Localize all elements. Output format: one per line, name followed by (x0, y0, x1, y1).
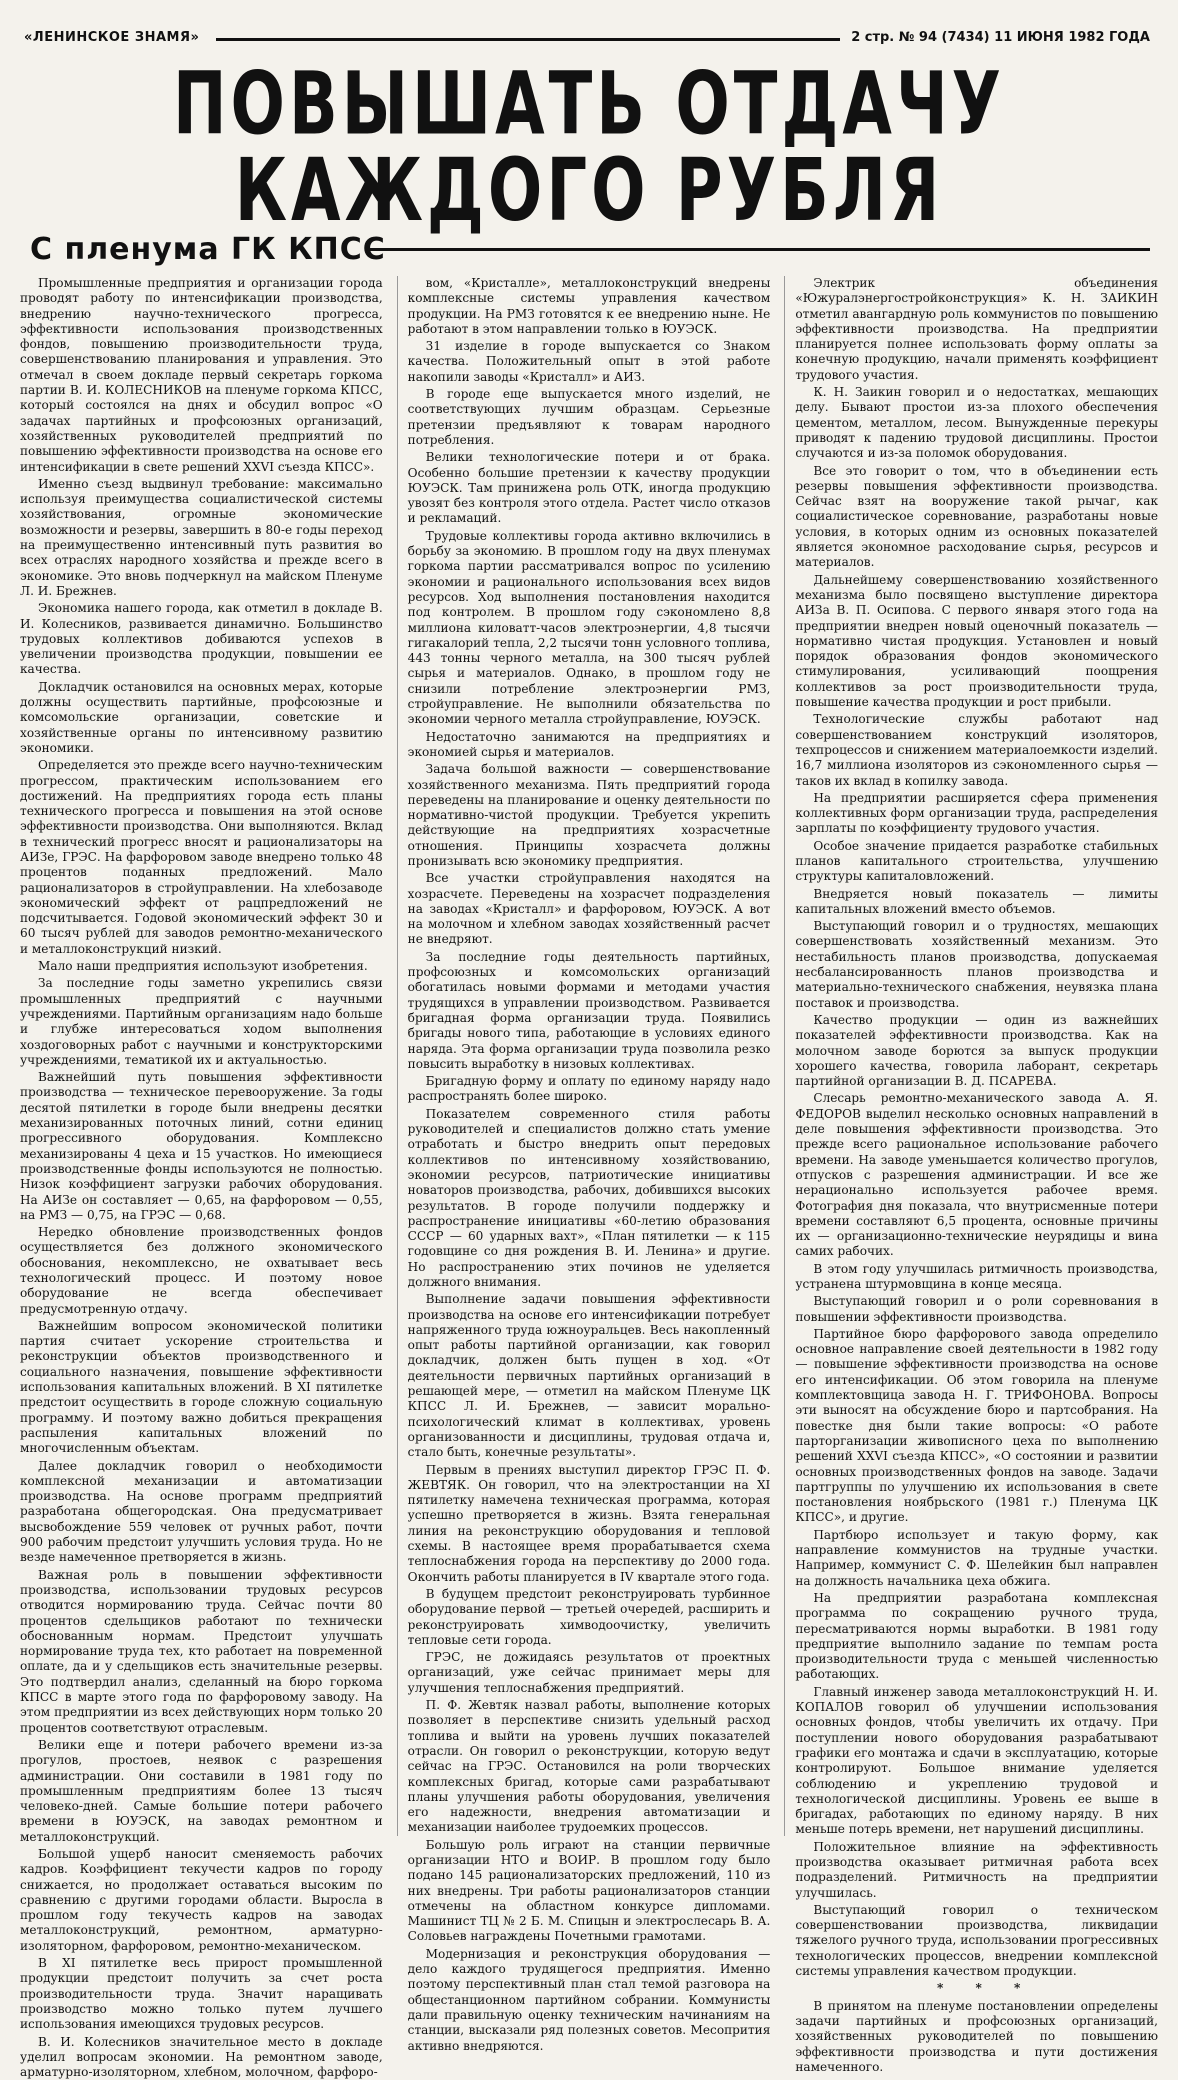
article-paragraph: Большой ущерб наносит сменяемость рабочих кадров. Коэффициент текучести кадров по городу снижается, но продолжает оставаться высоким по сравнению с другими городами области. Выросла в прошлом году текучесть кадров на заводах металлоконструкций, ремонтном, арматурно-изоляторном, фарфоровом, ремонтно-механическом. (20, 1846, 383, 1953)
article-paragraph: Нередко обновление производственных фондов осуществляется без должного экономического обоснования, некомплексно, не охватывает весь технологический процесс. И поэтому новое оборудование не всегда обеспечивает предусмотренную отдачу. (20, 1225, 383, 1316)
article-paragraph: Далее докладчик говорил о необходимости комплексной механизации и автоматизации производства. На основе программ предприятий разработана общегородская. Она предусматривает высвобождение 559 человек от ручных работ, почти 900 рабочим предстоит улучшить условия труда. Но не везде намеченное претворяется в жизнь. (20, 1458, 383, 1565)
article-paragraph: Электрик объединения «Южуралэнергостройконструкция» К. Н. ЗАИКИН отметил авангардную роль коммунистов по повышению эффективности производства. На предприятии планируется полнее использовать форму оплаты за конечную продукцию, начали применять коэффициент трудового участия. (795, 276, 1159, 382)
newspaper-name: «ЛЕНИНСКОЕ ЗНАМЯ» (24, 30, 200, 45)
article-paragraph: Велики технологические потери и от брака. Особенно большие претензии к качеству продукции ЮУЭСК. Там принижена роль ОТК, иногда продукцию увозят без контроля этого отдела. Растет число отказов и рекламаций. (407, 450, 771, 526)
article-paragraph: Выступающий говорил о техническом совершенствовании производства, ликвидации тяжелого ручного труда, использовании прогрессивных технологических процессов, внедрении комплексной системы управления качеством продукции. (795, 1902, 1159, 1979)
article-paragraph: Положительное влияние на эффективность производства оказывает ритмичная работа всех подразделений. Ритмичность на предприятии улучшилась. (795, 1839, 1159, 1900)
article-column (397, 276, 771, 2053)
article-paragraph: Дальнейшему совершенствованию хозяйственного механизма было посвящено выступление директора АИЗа В. П. Осипова. С первого января этого года на предприятии внедрен новый оценочный показатель — нормативно чистая продукция. Установлен и новый порядок образования фондов экономического стимулирования, усиливающий поощрения коллективов за рост производительности труда, повышение качества продукции и рост прибыли. (795, 572, 1159, 710)
article-paragraph: На предприятии разработана комплексная программа по сокращению ручного труда, пересматриваются нормы выработки. В 1981 году предприятие выполнило задание по темпам роста производительности труда с меньшей численностью работающих. (795, 1590, 1159, 1682)
article-paragraph: Слесарь ремонтно-механического завода А. Я. ФЕДОРОВ выделил несколько основных направлений в деле повышения эффективности производства. Это прежде всего рациональное использование рабочего времени. На заводе уменьшается количество прогулов, отпусков с разрешения администрации. И все же нерационально используется рабочее время. Фотография дня показала, что внутрисменные потери времени составляют 6,5 процента, основные причины их — организационно-технические неурядицы и вина самих рабочих. (795, 1091, 1159, 1259)
article-paragraph: Промышленные предприятия и организации города проводят работу по интенсификации производства, внедрению научно-технического прогресса, эффективности использования производственных фондов, повышению производительности труда, совершенствованию планирования и управления. Это отмечал в своем докладе первый секретарь горкома партии В. И. КОЛЕСНИКОВ на пленуме горкома КПСС, который состоялся на днях и обсудил вопрос «О задачах партийных и профсоюзных организаций, хозяйственных руководителей предприятий по повышению эффективности производства на основе его интенсификации в свете решений XXVI съезда КПСС». (20, 276, 383, 474)
article-paragraph: Выступающий говорил и о роли соревнования в повышении эффективности производства. (795, 1294, 1159, 1324)
article-paragraph: Качество продукции — один из важнейших показателей эффективности производства. Как на молочном заводе борются за выпуск продукции хорошего качества, говорила лаборант, секретарь партийной организации В. Д. ПСАРЕВА. (795, 1012, 1159, 1089)
article-paragraph: Важная роль в повышении эффективности производства, использовании трудовых ресурсов отводится нормированию труда. Сейчас почти 80 процентов сдельщиков работают по технически обоснованным нормам. Предстоит улучшать нормирование труда тех, кто работает на повременной оплате, да и у сдельщиков есть значительные резервы. Это подтвердил анализ, сделанный на бюро горкома КПСС в марте этого года по фарфоровому заводу. На этом предприятии из всех действующих норм только 20 процентов соответствуют отраслевым. (20, 1567, 383, 1735)
article-paragraph: Экономика нашего города, как отметил в докладе В. И. Колесников, развивается динамично. Большинство трудовых коллективов добиваются успехов в увеличении производства продукции, повышении ее качества. (20, 601, 383, 677)
article-paragraph: Докладчик остановился на основных мерах, которые должны осуществить партийные, профсоюзные и комсомольские организации, советские и хозяйственные органы по интенсивному развитию экономики. (20, 679, 383, 755)
masthead (20, 22, 1158, 48)
issue-info: 2 стр. № 94 (7434) 11 ИЮНЯ 1982 ГОДА (851, 30, 1150, 45)
headline: ПОВЫШАТЬ ОТДАЧУ КАЖДОГО РУБЛЯ (172, 55, 1006, 242)
article-paragraph: За последние годы деятельность партийных, профсоюзных и комсомольских организаций обогатилась новыми формами и методами участия трудящихся в управлении производством. Развивается бригадная форма организации труда. Появились бригады нового типа, работающие в условиях единого наряда. Эта форма организации труда позволила резко повысить выработку в низовых коллективах. (407, 949, 771, 1071)
article-paragraph: 31 изделие в городе выпускается со Знаком качества. Положительный опыт в этой работе накопили заводы «Кристалл» и АИЗ. (407, 339, 771, 384)
article-column (20, 276, 383, 2080)
article-paragraph: Партийное бюро фарфорового завода определило основное направление своей деятельности в 1982 году — повышение эффективности производства на основе его интенсификации. Об этом говорила на пленуме комплектовщица завода Н. Г. ТРИФОНОВА. Вопросы эти выносят на обсуждение бюро и партсобрания. На повестке дня были такие вопросы: «О работе парторганизации живописного цеха по выполнению решений XXVI съезда КПСС», «О состоянии и развитии основных производственных фондов на заводе. Задачи партгруппы по улучшению их использования в свете постановления ноябрьского (1981 г.) Пленума ЦК КПСС», и другие. (795, 1326, 1159, 1525)
article-paragraph: Важнейшим вопросом экономической политики партия считает ускорение строительства и реконструкции объектов производственного и социального назначения, повышение эффективности использования капитальных вложений. В XI пятилетке предстоит осуществить в городе сложную социальную программу. И поэтому важно добиться прекращения распыления капитальных вложений по многочисленным объектам. (20, 1318, 383, 1456)
article-paragraph: Первым в прениях выступил директор ГРЭС П. Ф. ЖЕВТЯК. Он говорил, что на электростанции на XI пятилетку намечена техническая программа, которая успешно претворяется в жизнь. Взята генеральная линия на реконструкцию оборудования и тепловой схемы. В настоящее время прорабатывается схема теплоснабжения города на перспективу до 2000 года. Окончить работы планируется в IV квартале этого года. (407, 1462, 771, 1584)
article-paragraph: Велики еще и потери рабочего времени из-за прогулов, простоев, неявок с разрешения администрации. Они составили в 1981 году по промышленным предприятиям более 13 тысяч человеко-дней. Самые большие потери рабочего времени в ЮУЭСК, на заводах ремонтном и металлоконструкций. (20, 1737, 383, 1844)
section-separator: * * * (936, 1981, 1035, 1996)
article-paragraph: Определяется это прежде всего научно-техническим прогрессом, практическим использованием его достижений. На предприятиях города есть планы технического прогресса и повышения на этой основе эффективности производства. Они выполняются. Вклад в технический прогресс вносят и рационализаторы на АИЗе, ГРЭС. На фарфоровом заводе внедрено только 48 процентов поданных предложений. Мало рационализаторов в стройуправлении. На хлебозаводе экономический эффект от рацпредложений не подсчитывается. Годовой экономический эффект 30 и 60 тысяч рублей для заводов ремонтно-механического и металлоконструкций низкий. (20, 758, 383, 956)
article-paragraph: Задача большой важности — совершенствование хозяйственного механизма. Пять предприятий города переведены на планирование и оценку деятельности по нормативно-чистой продукции. Требуется укрепить действующие на предприятиях хозрасчетные отношения. Принципы хозрасчета должны пронизывать всю экономику предприятия. (407, 762, 771, 868)
article-paragraph: Важнейший путь повышения эффективности производства — техническое перевооружение. За годы десятой пятилетки в городе были внедрены десятки механизированных поточных линий, сотни единиц прогрессивного оборудования. Комплексно механизированы 4 цеха и 15 участков. Но имеющиеся производственные фонды используются не полностью. Низок коэффициент загрузки рабочих оборудования. На АИЗе он составляет — 0,65, на фарфоровом — 0,55, на РМЗ — 0,75, на ГРЭС — 0,68. (20, 1070, 383, 1222)
article-paragraph: Именно съезд выдвинул требование: максимально используя преимущества социалистической системы хозяйствования, огромные экономические возможности и резервы, завершить в 80-е годы переход на преимущественно интенсивный путь развития во всех отраслях народного хозяйства и прежде всего в экономике. Это вновь подчеркнул на майском Пленуме Л. И. Брежнев. (20, 476, 383, 598)
article-paragraph: Особое значение придается разработке стабильных планов капитального строительства, улучшению структуры капиталовложений. (795, 838, 1159, 884)
article-paragraph: Технологические службы работают над совершенствованием конструкций изоляторов, техпроцессов и снижением материалоемкости изделий. 16,7 миллиона изоляторов из сэкономленного сырья — таков их вклад в копилку завода. (795, 712, 1159, 788)
article-paragraph: Выступающий говорил и о трудностях, мешающих совершенствовать хозяйственный механизм. Это нестабильность планов производства, допускаемая несбалансированность планов производства и материально-технического снабжения, неувязка плана поставок и производства. (795, 919, 1159, 1010)
article-paragraph: Показателем современного стиля работы руководителей и специалистов должно стать умение отработать и быстро внедрить опыт передовых коллективов по интенсивному хозяйствованию, экономии ресурсов, патриотические инициативы новаторов производства, рабочих, добившихся высоких результатов. В городе получили поддержку и распространение инициативы «60-летию образования СССР — 60 ударных вахт», «План пятилетки — к 115 годовщине со дня рождения В. И. Ленина» и другие. Но распространению этих починов не уделяется должного внимания. (407, 1106, 771, 1289)
article-paragraph: На предприятии расширяется сфера применения коллективных форм организации труда, распределения зарплаты по коэффициенту трудового участия. (795, 790, 1159, 836)
article-paragraph: За последние годы заметно укрепились связи промышленных предприятий с научными учреждениями. Партийным организациям надо больше и глубже интересоваться ходом выполнения хоздоговорных работ с научными и конструкторскими учреждениями, тематикой их и актуальностью. (20, 976, 383, 1067)
article-paragraph: В принятом на пленуме постановлении определены задачи партийных и профсоюзных организаций, хозяйственных руководителей по повышению эффективности производства и пути достижения намеченного. (795, 1998, 1159, 2074)
article-paragraph: Все участки стройуправления находятся на хозрасчете. Переведены на хозрасчет подразделения на заводах «Кристалл» и фарфоровом, ЮУЭСК. А вот на молочном и хлебном заводах хозяйственный расчет не внедряют. (407, 871, 771, 947)
article-paragraph: Мало наши предприятия используют изобретения. (38, 959, 368, 974)
article-paragraph: В этом году улучшилась ритмичность производства, устранена штурмовщина в конце месяца. (795, 1261, 1159, 1291)
article-paragraph: К. Н. Заикин говорил и о недостатках, мешающих делу. Бывают простои из-за плохого обеспечения цементом, металлом, лесом. Вынужденные перекуры приводят к падению трудовой дисциплины. Простои случаются и из-за поломок оборудования. (795, 385, 1159, 461)
article-paragraph: П. Ф. Жевтяк назвал работы, выполнение которых позволяет в перспективе снизить удельный расход топлива и выйти на уровень лучших показателей отрасли. Он говорил о реконструкции, которую ведут сейчас на ГРЭС. Остановился на роли творческих комплексных бригад, которые сами разрабатывают планы улучшения работы оборудования, увеличения его надежности, внедрения автоматизации и механизации наиболее трудоемких процессов. (407, 1698, 771, 1835)
masthead-rule (216, 38, 840, 41)
article-paragraph: Внедряется новый показатель — лимиты капитальных вложений вместо объемов. (795, 886, 1159, 916)
article-paragraph: В будущем предстоит реконструировать турбинное оборудование первой — третьей очередей, расширить и реконструировать химводоочистку, увеличить тепловые сети города. (407, 1586, 771, 1647)
article-paragraph: В городе еще выпускается много изделий, не соответствующих лучшим образцам. Серьезные претензии предъявляют к товарам народного потребления. (407, 387, 771, 447)
article-paragraph: Главный инженер завода металлоконструкций Н. И. КОПАЛОВ говорил об улучшении использования основных фондов, чтобы увеличить их отдачу. При поступлении нового оборудования разрабатывают графики его монтажа и сдачи в эксплуатацию, которые контролируют. Большое внимание уделяется соблюдению и укреплению трудовой и технологической дисциплины. Уровень ее выше в бригадах, работающих по единому наряду. В них меньше потерь времени, нет нарушений дисциплины. (795, 1684, 1159, 1837)
article-paragraph: Модернизация и реконструкция оборудования — дело каждого трудящегося предприятия. Именно поэтому перспективный план стал темой разговора на общестанционном партийном собрании. Коммунисты дали правильную оценку техническим начинаниям на станции, высказали ряд полезных советов. Месопрития активно внедряются. (407, 1946, 771, 2053)
article-paragraph: вом, «Кристалле», металлоконструкций внедрены комплексные системы управления качеством продукции. На РМЗ готовятся к ее внедрению ныне. Не работают в этом направлении только в ЮУЭСК. (407, 276, 771, 336)
article-column (784, 276, 1159, 2074)
article-paragraph: Бригадную форму и оплату по единому наряду надо распространять более широко. (407, 1074, 771, 1104)
article-paragraph: Большую роль играют на станции первичные организации НТО и ВОИР. В прошлом году было подано 145 рационализаторских предложений, 110 из них внедрены. Три работы рационализаторов станции отмечены на областном конкурсе дипломами. Машинист ТЦ № 2 Б. М. Спицын и электрослесарь В. А. Соловьев награждены Почетными грамотами. (407, 1837, 771, 1944)
article-paragraph: ГРЭС, не дожидаясь результатов от проектных организаций, уже сейчас принимает меры для улучшения теплоснабжения предприятий. (407, 1650, 771, 1695)
subheadline: С пленума ГК КПСС (30, 232, 386, 267)
subheadline-row (20, 232, 1158, 272)
article-paragraph: В XI пятилетке весь прирост промышленной продукции предстоит получить за счет роста производительности труда. Значит наращивать производство можно только путем лучшего использования имеющихся трудовых ресурсов. (20, 1956, 383, 2032)
article-paragraph: Партбюро использует и такую форму, как направление коммунистов на трудные участки. Например, коммунист С. Ф. Шелейкин был направлен на должность начальника цеха обжига. (795, 1527, 1159, 1588)
subheadline-rule (368, 248, 1150, 251)
article-paragraph: Все это говорит о том, что в объединении есть резервы повышения эффективности производства. Сейчас взят на вооружение такой рычаг, как социалистическое соревнование, разработаны новые условия, в которых одним из основных показателей является экономное расходование сырья, ресурсов и материалов. (795, 463, 1159, 570)
article-paragraph: В. И. Колесников значительное место в докладе уделил вопросам экономии. На ремонтном заводе, арматурно-изоляторном, хлебном, молочном, фарфоро- (20, 2034, 383, 2080)
article-columns (20, 276, 1159, 2080)
article-paragraph: Трудовые коллективы города активно включились в борьбу за экономию. В прошлом году на двух пленумах горкома партии рассматривался вопрос по усилению экономии и рационального использования всех видов ресурсов. Ход выполнения постановления находится под контролем. В прошлом году сэкономлено 8,8 миллиона киловатт-часов электроэнергии, 4,8 тысячи гигакалорий тепла, 2,2 тысячи тонн условного топлива, 443 тонны черного металла, на 300 тысяч рублей сырья и материалов. Однако, в прошлом году не снизили потребление электроэнергии РМЗ, стройуправление. Не выполнили обязательства по экономии черного металла стройуправление, ЮУЭСК. (407, 528, 771, 727)
article-paragraph: Выполнение задачи повышения эффективности производства на основе его интенсификации потребует напряженного труда южноуральцев. Весь накопленный опыт работы партийной организации, как говорил докладчик, должен быть пущен в ход. «От деятельности первичных партийных организаций в решающей мере, — отметил на майском Пленуме ЦК КПСС Л. И. Брежнев, — зависит морально-психологический климат в коллективах, уровень организованности и дисциплины, трудовая отдача и, стало быть, конечные результаты». (407, 1292, 771, 1460)
article-paragraph: Недостаточно занимаются на предприятиях и экономией сырья и материалов. (407, 729, 771, 759)
